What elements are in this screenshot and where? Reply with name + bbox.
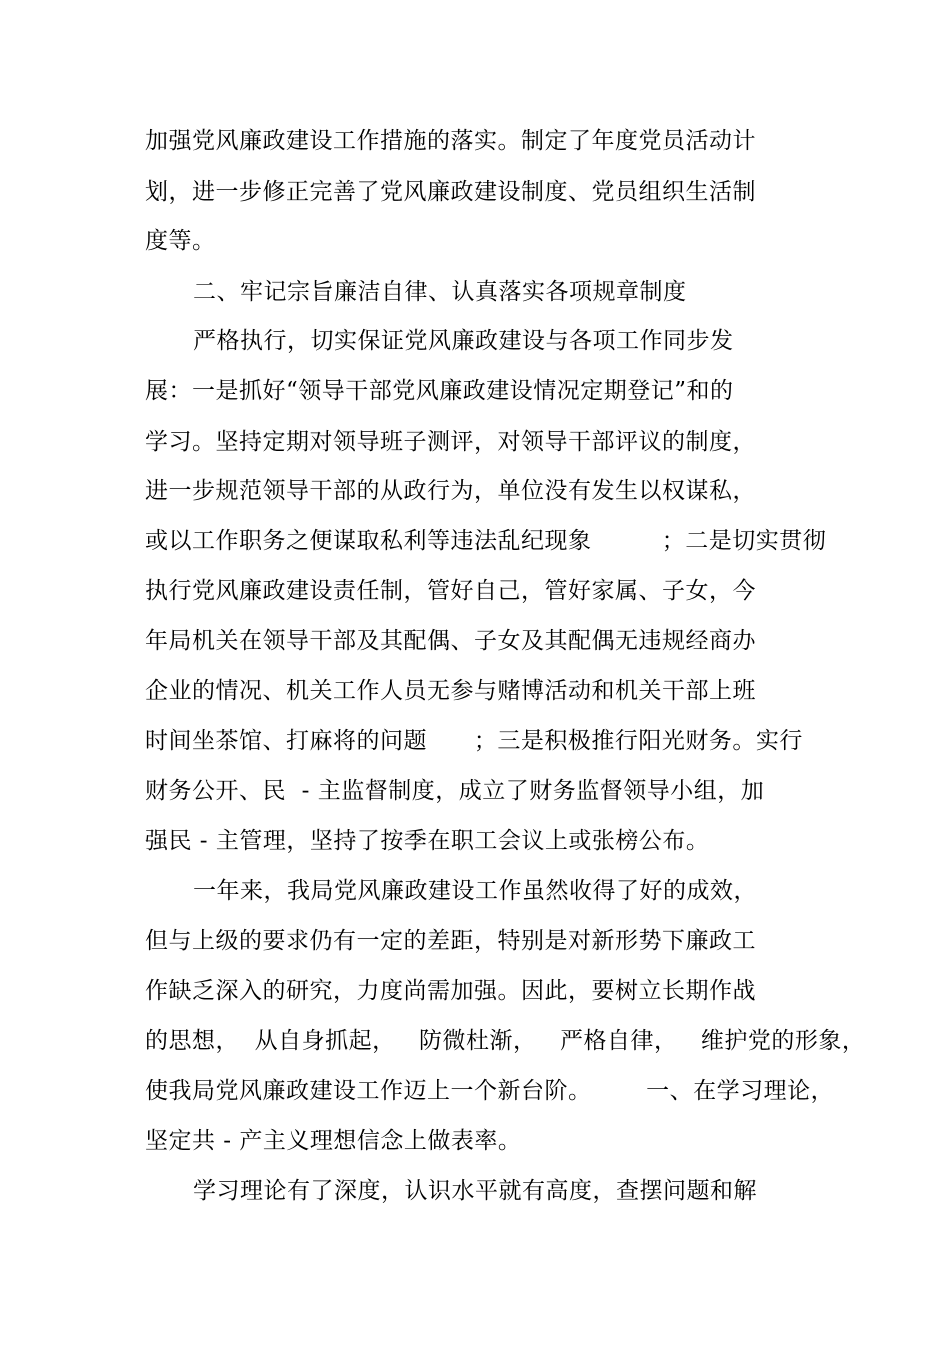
text-line: 财务公开、民 - 主监督制度，成立了财务监督领导小组，加	[145, 778, 765, 804]
text-line: 进一步规范领导干部的从政行为，单位没有发生以权谋私，	[145, 478, 756, 504]
text-line: 展：一是抓好“领导干部党风廉政建设情况定期登记”和的	[145, 378, 734, 404]
text-line: 年局机关在领导干部及其配偶、子女及其配偶无违规经商办	[145, 628, 756, 654]
text-line: 企业的情况、机关工作人员无参与赌博活动和机关干部上班	[145, 678, 756, 704]
text-line: 的思想， 从自身抓起， 防微杜渐， 严格自律， 维护党的形象，	[145, 1028, 866, 1054]
text-line: 使我局党风廉政建设工作迈上一个新台阶。 一、在学习理论，	[145, 1078, 835, 1104]
text-line: 执行党风廉政建设责任制，管好自己，管好家属、子女，今	[145, 578, 756, 604]
text-line: 坚定共 - 产主义理想信念上做表率。	[145, 1128, 522, 1154]
text-line: 或以工作职务之便谋取私利等违法乱纪现象 ；二是切实贯彻	[145, 528, 827, 554]
text-line: 加强党风廉政建设工作措施的落实。制定了年度党员活动计	[145, 128, 756, 154]
text-line: 学习理论有了深度，认识水平就有高度，查摆问题和解	[193, 1178, 757, 1204]
section-heading: 二、牢记宗旨廉洁自律、认真落实各项规章制度	[193, 279, 687, 305]
text-line: 划，进一步修正完善了党风廉政建设制度、党员组织生活制	[145, 179, 756, 205]
text-line: 严格执行，切实保证党风廉政建设与各项工作同步发	[193, 328, 734, 354]
text-line: 度等。	[145, 228, 216, 254]
text-line: 学习。坚持定期对领导班子测评，对领导干部评议的制度，	[145, 429, 756, 455]
text-line: 时间坐茶馆、打麻将的问题 ；三是积极推行阳光财务。实行	[145, 728, 803, 754]
text-line: 作缺乏深入的研究，力度尚需加强。因此，要树立长期作战	[145, 978, 756, 1004]
text-line: 但与上级的要求仍有一定的差距，特别是对新形势下廉政工	[145, 928, 756, 954]
text-line: 一年来，我局党风廉政建设工作虽然收得了好的成效，	[193, 878, 757, 904]
text-line: 强民 - 主管理，坚持了按季在职工会议上或张榜公布。	[145, 828, 710, 854]
